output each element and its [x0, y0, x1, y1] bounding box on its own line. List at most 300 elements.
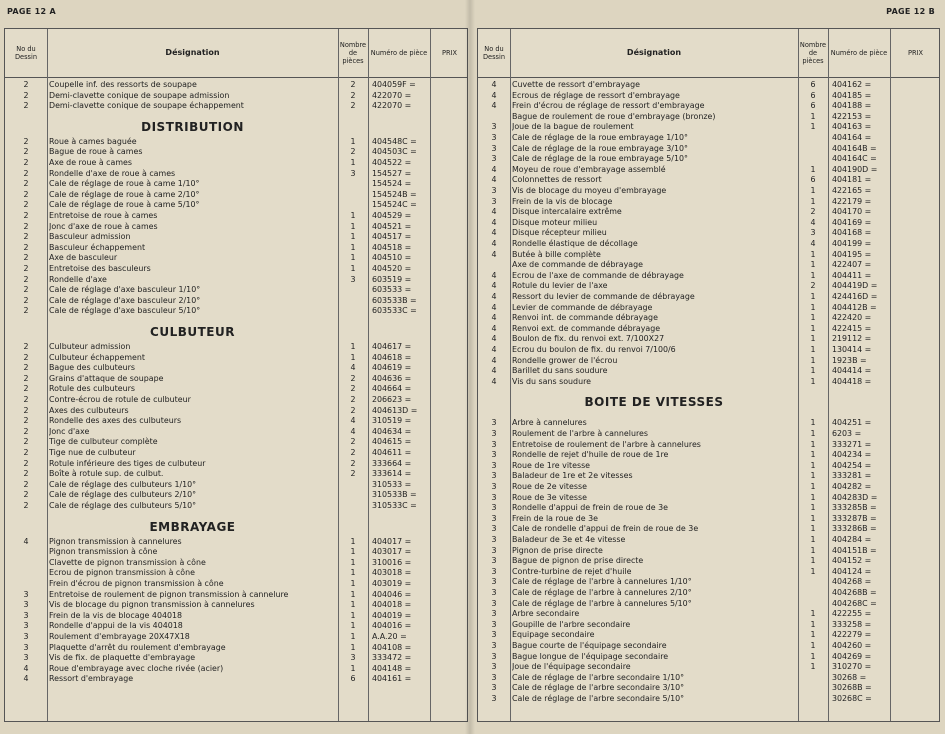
part-designation: Cale de réglage des culbuteurs 5/10° — [49, 501, 197, 510]
part-designation: Vis de blocage du pignon transmission à cannelures — [49, 600, 255, 610]
drawing-number: 2 — [23, 264, 29, 273]
part-row — [5, 558, 467, 569]
part-designation: Cale de réglage des culbuteurs 2/10° — [49, 490, 197, 500]
drawing-number: 2 — [23, 221, 29, 231]
drawing-number: 2 — [23, 136, 29, 146]
header-prix: PRIX — [441, 49, 458, 57]
part-number: 404419D = — [832, 281, 878, 291]
drawing-number: 2 — [23, 342, 29, 351]
part-row — [5, 480, 467, 491]
part-row — [5, 501, 467, 512]
part-number: 404162 = — [832, 80, 872, 89]
part-designation: Bague de roulement de roue d'embrayage (bronze) — [512, 111, 716, 121]
part-row — [478, 546, 939, 557]
part-designation: Cale de réglage de roue à came 5/10° — [49, 200, 200, 210]
part-number: 404634 = — [372, 426, 412, 436]
part-quantity: 1 — [350, 642, 356, 652]
part-number: A.A.20 = — [372, 632, 407, 641]
part-number: 404234 = — [832, 450, 872, 460]
part-number: 30268C = — [832, 694, 872, 703]
part-row — [478, 588, 939, 599]
drawing-number: 4 — [23, 674, 29, 684]
part-number: 6203 = — [832, 429, 862, 438]
part-row — [5, 643, 467, 654]
part-row — [5, 222, 467, 233]
part-quantity: 1 — [350, 547, 356, 557]
part-quantity: 2 — [350, 448, 356, 457]
part-row — [5, 243, 467, 254]
part-quantity: 2 — [350, 147, 356, 157]
part-row — [478, 292, 939, 303]
part-number: 422407 = — [832, 260, 872, 270]
part-row — [478, 334, 939, 345]
part-designation: Bague des culbuteurs — [49, 363, 135, 373]
part-number: 1923B = — [832, 355, 867, 365]
part-row — [478, 503, 939, 514]
part-number: 333258 = — [832, 619, 872, 629]
section-heading: EMBRAYAGE — [149, 519, 236, 534]
part-designation: Cale de réglage de la roue embrayage 3/10° — [512, 143, 688, 153]
part-quantity: 2 — [350, 373, 356, 383]
part-number: 310519 = — [372, 416, 412, 426]
part-row — [5, 664, 467, 675]
part-quantity: 1 — [350, 589, 356, 599]
left-table-header — [5, 29, 467, 78]
part-row — [478, 91, 939, 102]
part-row — [478, 122, 939, 133]
part-number: 404269 = — [832, 651, 872, 661]
part-row — [5, 296, 467, 307]
header-designation: Désignation — [165, 48, 220, 57]
part-designation: Entretoise des basculeurs — [49, 264, 151, 273]
part-row — [478, 482, 939, 493]
part-quantity: 1 — [350, 568, 356, 578]
part-designation: Axe de basculeur — [49, 253, 118, 263]
part-designation: Roue d'embrayage avec cloche rivée (acier) — [49, 663, 224, 673]
part-quantity: 1 — [810, 249, 816, 259]
part-designation: Cale de rondelle d'appui de frein de roue de 3e — [512, 524, 699, 534]
part-designation: Bague de pignon de prise directe — [512, 556, 644, 566]
part-quantity: 1 — [350, 232, 356, 242]
part-number: 333287B = — [832, 513, 877, 523]
part-row — [478, 80, 939, 91]
part-row — [478, 345, 939, 356]
drawing-number: 3 — [491, 471, 497, 481]
drawing-number: 2 — [23, 490, 29, 500]
part-quantity: 1 — [810, 556, 816, 566]
part-quantity: 1 — [810, 376, 816, 386]
part-quantity: 1 — [810, 545, 816, 555]
part-row — [5, 448, 467, 459]
drawing-number: 4 — [23, 536, 29, 546]
drawing-number: 4 — [23, 663, 29, 673]
part-designation: Contre-turbine de rejet d'huile — [512, 566, 632, 576]
part-number: 310533B = — [372, 490, 417, 500]
part-row — [478, 165, 939, 176]
part-designation: Cale de réglage de l'arbre secondaire 3/10° — [512, 683, 685, 693]
part-designation: Jonc d'axe de roue à cames — [49, 221, 158, 231]
part-designation: Cale de réglage d'axe basculeur 2/10° — [49, 295, 201, 305]
part-quantity: 1 — [350, 158, 356, 167]
drawing-number: 3 — [491, 694, 497, 703]
part-quantity: 6 — [810, 80, 816, 89]
part-number: 404613D = — [372, 405, 418, 415]
part-number: 404517 = — [372, 232, 412, 242]
right-table-header — [478, 29, 939, 78]
drawing-number: 4 — [491, 302, 497, 312]
header-designation: Désignation — [626, 48, 682, 57]
part-designation: Clavette de pignon transmission à cône — [49, 557, 206, 567]
part-row — [5, 674, 467, 685]
drawing-number: 3 — [491, 492, 497, 502]
part-designation: Jonc d'axe — [49, 426, 90, 436]
part-quantity: 6 — [810, 101, 816, 111]
header-nombre-pieces: Nombre de pièces — [339, 41, 367, 65]
part-row — [5, 490, 467, 501]
part-number: 404188 = — [832, 101, 872, 111]
drawing-number: 2 — [23, 211, 29, 220]
part-quantity: 1 — [350, 253, 356, 263]
part-row — [478, 260, 939, 271]
part-designation: Axe de commande de débrayage — [512, 260, 643, 270]
part-quantity: 1 — [810, 460, 816, 470]
part-row — [5, 437, 467, 448]
part-row — [478, 673, 939, 684]
part-designation: Basculeur admission — [49, 232, 131, 242]
part-number: 404168 = — [832, 228, 872, 238]
part-designation: Entretoise de roulement de l'arbre à cannelures — [512, 439, 701, 449]
part-row — [5, 632, 467, 643]
drawing-number: 3 — [23, 642, 29, 652]
part-quantity: 1 — [350, 663, 356, 673]
part-quantity: 2 — [350, 90, 356, 100]
part-quantity: 1 — [810, 292, 816, 301]
part-quantity: 1 — [810, 334, 816, 344]
part-number: 404164 = — [832, 133, 872, 142]
part-number: 404251 = — [832, 418, 872, 428]
drawing-number: 4 — [491, 366, 497, 376]
part-designation: Plaquette d'arrêt du roulement d'embrayage — [49, 642, 226, 652]
drawing-number: 4 — [491, 175, 497, 185]
drawing-number: 3 — [491, 672, 497, 682]
drawing-number: 3 — [491, 545, 497, 555]
drawing-number: 3 — [491, 460, 497, 470]
part-number: 404164C = — [832, 154, 877, 164]
part-number: 333614 = — [372, 469, 412, 479]
part-designation: Rondelle d'axe de roue à cames — [49, 168, 176, 178]
part-number: 422153 = — [832, 111, 872, 121]
part-number: 30268 = — [832, 672, 867, 682]
part-designation: Frein de la vis de blocage 404018 — [49, 610, 183, 620]
part-quantity: 1 — [810, 503, 816, 513]
part-designation: Ecrous de réglage de ressort d'embrayage — [512, 90, 680, 100]
part-quantity: 6 — [810, 90, 816, 100]
part-row — [478, 440, 939, 451]
part-number: 404124 = — [832, 566, 872, 576]
part-row — [5, 80, 467, 91]
part-designation: Ecrou de l'axe de commande de débrayage — [512, 270, 684, 280]
part-designation: Bague courte de l'équipage secondaire — [512, 641, 667, 650]
drawing-number: 4 — [491, 217, 497, 227]
drawing-number: 3 — [491, 154, 497, 164]
drawing-number: 3 — [491, 524, 497, 534]
part-quantity: 1 — [810, 492, 816, 502]
drawing-number: 3 — [491, 683, 497, 693]
part-quantity: 2 — [350, 80, 356, 89]
part-row — [478, 641, 939, 652]
part-designation: Demi-clavette conique de soupape admission — [49, 90, 230, 100]
header-numero-piece: Numéro de pièce — [830, 49, 888, 57]
part-quantity: 1 — [810, 450, 816, 460]
part-row — [5, 147, 467, 158]
drawing-number: 2 — [23, 448, 29, 457]
drawing-number: 2 — [23, 179, 29, 189]
part-row — [478, 186, 939, 197]
part-designation: Moyeu de roue d'embrayage assemblé — [512, 164, 666, 174]
part-row — [478, 101, 939, 112]
part-designation: Ressort d'embrayage — [49, 674, 134, 684]
drawing-number: 3 — [491, 535, 497, 544]
part-number: 404169 = — [832, 217, 872, 227]
part-designation: Vis du sans soudure — [512, 376, 591, 386]
part-quantity: 1 — [810, 651, 816, 661]
part-row — [478, 154, 939, 165]
drawing-number: 2 — [23, 253, 29, 263]
part-quantity: 1 — [810, 323, 816, 333]
part-number: 404619 = — [372, 363, 412, 373]
part-quantity: 1 — [810, 302, 816, 312]
part-row — [5, 621, 467, 632]
drawing-number: 2 — [23, 158, 29, 167]
part-row — [478, 356, 939, 367]
part-number: 30268B = — [832, 683, 872, 693]
part-quantity: 1 — [810, 482, 816, 491]
drawing-number: 2 — [23, 274, 29, 284]
part-number: 424416D = — [832, 292, 878, 301]
part-quantity: 1 — [350, 536, 356, 546]
part-row — [478, 577, 939, 588]
part-quantity: 2 — [350, 469, 356, 479]
part-quantity: 1 — [810, 662, 816, 672]
part-number: 310270 = — [832, 662, 872, 672]
drawing-number: 2 — [23, 405, 29, 415]
part-designation: Disque moteur milieu — [512, 217, 598, 227]
drawing-number: 2 — [23, 147, 29, 157]
part-row — [5, 190, 467, 201]
part-designation: Rondelle d'appui de la vis 404018 — [49, 621, 183, 631]
part-row — [5, 101, 467, 112]
part-row — [5, 200, 467, 211]
part-quantity: 4 — [810, 239, 816, 248]
part-quantity: 2 — [810, 281, 816, 291]
part-quantity: 1 — [810, 313, 816, 323]
part-designation: Disque récepteur milieu — [512, 228, 607, 238]
part-quantity: 1 — [350, 211, 356, 220]
drawing-number: 4 — [491, 292, 497, 301]
drawing-number: 3 — [23, 600, 29, 610]
drawing-number: 3 — [491, 630, 497, 640]
drawing-number: 2 — [23, 469, 29, 479]
part-quantity: 2 — [350, 395, 356, 404]
part-number: 404510 = — [372, 253, 412, 263]
part-number: 404268B = — [832, 588, 877, 597]
part-number: 404170 = — [832, 207, 872, 217]
part-quantity: 1 — [810, 355, 816, 365]
drawing-number: 3 — [491, 186, 497, 195]
left-table-body — [5, 77, 467, 721]
part-row — [5, 568, 467, 579]
part-number: 404017 = — [372, 536, 412, 546]
page-number-left: PAGE 12 A — [7, 7, 56, 16]
drawing-number: 4 — [491, 355, 497, 365]
part-row — [478, 175, 939, 186]
part-number: 404164B = — [832, 143, 877, 153]
drawing-number: 2 — [23, 395, 29, 404]
part-row — [478, 197, 939, 208]
part-designation: Cale de réglage de l'arbre secondaire 5/10° — [512, 694, 685, 703]
part-number: 404190D = — [832, 164, 878, 174]
drawing-number: 2 — [23, 168, 29, 178]
part-designation: Joue de l'équipage secondaire — [512, 662, 631, 672]
part-row — [5, 342, 467, 353]
drawing-number: 2 — [23, 90, 29, 100]
part-number: 404163 = — [832, 122, 872, 132]
part-quantity: 1 — [810, 439, 816, 449]
part-designation: Rondelle des axes des culbuteurs — [49, 416, 182, 426]
drawing-number: 3 — [23, 632, 29, 641]
drawing-number: 3 — [491, 566, 497, 576]
drawing-number: 2 — [23, 352, 29, 362]
drawing-number: 4 — [491, 376, 497, 386]
part-number: 333664 = — [372, 458, 412, 468]
drawing-number: 3 — [491, 598, 497, 608]
drawing-number: 4 — [491, 80, 497, 89]
part-quantity: 1 — [810, 619, 816, 629]
drawing-number: 3 — [491, 196, 497, 206]
drawing-number: 3 — [23, 589, 29, 599]
part-number: 333271 = — [832, 439, 872, 449]
part-designation: Baladeur de 3e et 4e vitesse — [512, 535, 626, 544]
part-row — [478, 281, 939, 292]
header-num-dessin: No du Dessin — [482, 45, 506, 61]
part-number: 404548C = — [372, 136, 417, 146]
part-designation: Rotule des culbuteurs — [49, 384, 135, 394]
drawing-number: 3 — [491, 577, 497, 587]
part-designation: Cale de réglage de l'arbre secondaire 1/10° — [512, 672, 685, 682]
drawing-number: 2 — [23, 363, 29, 373]
part-row — [5, 137, 467, 148]
section-heading: DISTRIBUTION — [141, 119, 244, 134]
part-row — [5, 459, 467, 470]
drawing-number: 3 — [491, 619, 497, 629]
part-designation: Baladeur de 1re et 2e vitesses — [512, 471, 633, 481]
part-designation: Coupelle inf. des ressorts de soupape — [49, 80, 197, 89]
part-quantity: 1 — [350, 632, 356, 641]
part-number: 404518 = — [372, 242, 412, 252]
part-quantity: 1 — [350, 579, 356, 588]
part-designation: Cale de réglage de l'arbre à cannelures 2/10° — [512, 588, 692, 597]
drawing-number: 2 — [23, 458, 29, 468]
part-designation: Bague de roue à cames — [49, 147, 143, 157]
drawing-number: 4 — [491, 228, 497, 238]
drawing-number: 3 — [491, 133, 497, 142]
part-number: 404617 = — [372, 342, 412, 351]
part-row — [5, 537, 467, 548]
page-number-right: PAGE 12 B — [886, 7, 935, 16]
left-parts-table — [4, 28, 468, 722]
part-number: 333286B = — [832, 524, 877, 534]
part-quantity: 1 — [810, 270, 816, 280]
part-designation: Vis de blocage du moyeu d'embrayage — [512, 186, 667, 195]
part-designation: Boulon de fix. du renvoi ext. 7/100X27 — [512, 334, 665, 344]
part-designation: Cale de réglage de l'arbre à cannelures 5/10° — [512, 598, 692, 608]
part-row — [5, 395, 467, 406]
drawing-number: 4 — [491, 334, 497, 344]
part-number: 422255 = — [832, 609, 872, 619]
part-number: 422420 = — [832, 313, 872, 323]
part-row — [5, 547, 467, 558]
part-quantity: 2 — [350, 384, 356, 394]
part-quantity: 1 — [810, 630, 816, 640]
part-number: 333281 = — [832, 471, 872, 481]
part-number: 404282 = — [832, 482, 872, 491]
part-row — [478, 662, 939, 673]
part-designation: Arbre à cannelures — [512, 418, 587, 428]
part-row — [5, 406, 467, 417]
part-number: 404195 = — [832, 249, 872, 259]
part-quantity: 2 — [350, 437, 356, 447]
part-number: 154527 = — [372, 168, 412, 178]
part-designation: Entretoise de roue à cames — [49, 211, 158, 220]
part-quantity: 1 — [350, 352, 356, 362]
part-designation: Ecrou de pignon transmission à cône — [49, 568, 195, 578]
part-designation: Colonnettes de ressort — [512, 175, 602, 185]
part-row — [5, 169, 467, 180]
part-quantity: 6 — [350, 674, 356, 684]
part-number: 404412B = — [832, 302, 877, 312]
drawing-number: 2 — [23, 479, 29, 489]
part-row — [478, 609, 939, 620]
header-prix: PRIX — [907, 49, 924, 57]
drawing-number: 3 — [491, 482, 497, 491]
part-row — [5, 158, 467, 169]
part-designation: Frein de la roue de 3e — [512, 513, 599, 523]
part-row — [478, 429, 939, 440]
part-designation: Roulement de l'arbre à cannelures — [512, 429, 649, 438]
part-number: 404181 = — [832, 175, 872, 185]
part-number: 130414 = — [832, 345, 872, 354]
part-row — [478, 228, 939, 239]
part-quantity: 1 — [810, 164, 816, 174]
part-quantity: 1 — [810, 418, 816, 428]
part-quantity: 1 — [350, 264, 356, 273]
part-designation: Rondelle grower de l'écrou — [512, 355, 618, 365]
part-number: 219112 = — [832, 334, 872, 344]
part-designation: Bague longue de l'équipage secondaire — [512, 651, 669, 661]
drawing-number: 2 — [23, 80, 29, 89]
part-number: 422279 = — [832, 630, 872, 640]
part-quantity: 4 — [350, 363, 356, 373]
part-designation: Cale de réglage de l'arbre à cannelures 1/10° — [512, 577, 692, 587]
part-number: 422415 = — [832, 323, 872, 333]
drawing-number: 3 — [491, 450, 497, 460]
drawing-number: 2 — [23, 426, 29, 436]
right-table-body — [478, 77, 939, 721]
part-quantity: 1 — [810, 345, 816, 354]
part-designation: Cale de réglage de la roue embrayage 5/10° — [512, 154, 688, 164]
part-quantity: 1 — [810, 186, 816, 195]
part-designation: Arbre secondaire — [512, 609, 580, 619]
